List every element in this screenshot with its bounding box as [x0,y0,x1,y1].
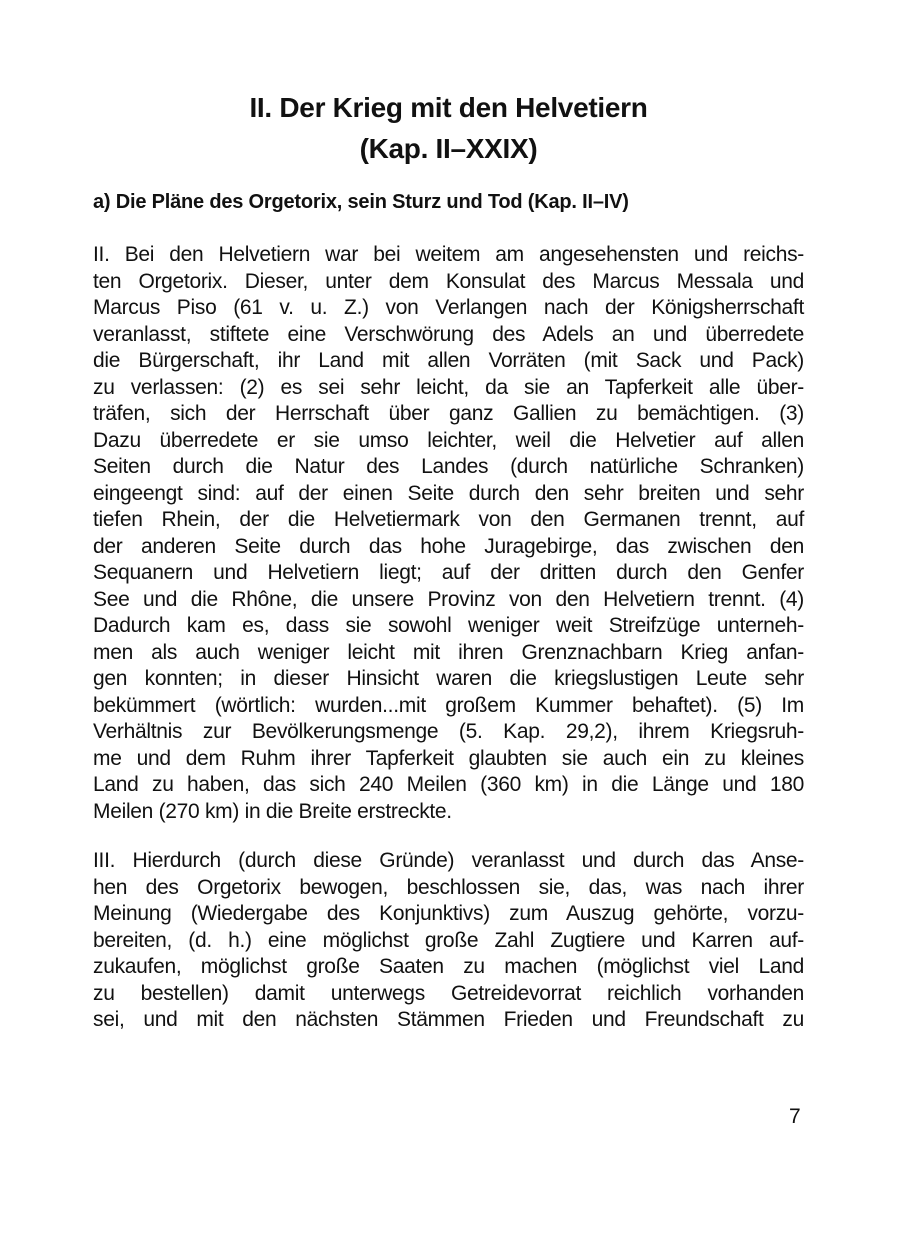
text-line: II. Bei den Helvetiern war bei weitem am angesehensten und reichs- [93,243,804,266]
text-line: gen konnten; in dieser Hinsicht waren die kriegslustigen Leute sehr [93,667,804,690]
text-line: Land zu haben, das sich 240 Meilen (360 km) in die Länge und 180 [93,773,804,796]
text-line: men als auch weniger leicht mit ihren Grenznachbarn Krieg anfan- [93,640,804,664]
text-line: Dadurch kam es, dass sie sowohl weniger weit Streifzüge unterneh- [93,614,804,637]
text-line: Verhältnis zur Bevölkerungsmenge (5. Kap. 29,2), ihrem Kriegsruh- [93,720,804,743]
text-line: sei, und mit den nächsten Stämmen Frieden und Freundschaft zu [93,1008,804,1031]
text-line: zu bestellen) damit unterwegs Getreidevorrat reichlich vorhanden [93,981,804,1005]
text-line: Dazu überredete er sie umso leichter, weil die Helvetier auf allen [93,428,804,452]
text-line: Meilen (270 km) in die Breite erstreckte. [93,799,452,823]
text-line: bereiten, (d. h.) eine möglichst große Zahl Zugtiere und Karren auf- [93,928,804,952]
page-number: 7 [789,1105,801,1128]
text-line: me und dem Ruhm ihrer Tapferkeit glaubten sie auch ein zu kleines [93,746,804,770]
chapter-title-line-1: II. Der Krieg mit den Helvetiern [249,92,648,123]
text-line: tiefen Rhein, der die Helvetiermark von den Germanen trennt, auf [93,508,804,531]
paragraph-chapter-3 [93,848,804,1034]
text-line: Meinung (Wiedergabe des Konjunktivs) zum Auszug gehörte, vorzu- [93,902,804,925]
text-line: See und die Rhône, die unsere Provinz von den Helvetiern trennt. (4) [93,587,804,611]
text-line: träfen, sich der Herrschaft über ganz Gallien zu bemächtigen. (3) [93,402,804,425]
text-line: eingeengt sind: auf der einen Seite durch den sehr breiten und sehr [93,481,804,505]
text-line: Seiten durch die Natur des Landes (durch natürliche Schranken) [93,455,804,478]
text-line: ten Orgetorix. Dieser, unter dem Konsulat des Marcus Messala und [93,269,804,293]
text-line: die Bürgerschaft, ihr Land mit allen Vorräten (mit Sack und Pack) [93,349,804,372]
text-line: zukaufen, möglichst große Saaten zu machen (möglichst viel Land [93,955,804,978]
text-line: Marcus Piso (61 v. u. Z.) von Verlangen nach der Königsherrschaft [93,296,804,319]
paragraph-chapter-2 [93,242,804,825]
text-line: bekümmert (wörtlich: wurden...mit großem Kummer behaftet). (5) Im [93,693,804,717]
section-heading: a) Die Pläne des Orgetorix, sein Sturz und Tod (Kap. II–IV) [93,191,629,213]
text-line: der anderen Seite durch das hohe Juragebirge, das zwischen den [93,534,804,558]
text-line: veranlasst, stiftete eine Verschwörung des Adels an und überredete [93,322,804,346]
text-line: Sequanern und Helvetiern liegt; auf der dritten durch den Genfer [93,561,804,584]
text-line: zu verlassen: (2) es sei sehr leicht, da sie an Tapferkeit alle über- [93,375,804,399]
text-line: hen des Orgetorix bewogen, beschlossen sie, das, was nach ihrer [93,875,804,899]
chapter-title-line-2: (Kap. II–XXIX) [359,133,538,164]
text-line: III. Hierdurch (durch diese Gründe) veranlasst und durch das Anse- [93,849,804,872]
